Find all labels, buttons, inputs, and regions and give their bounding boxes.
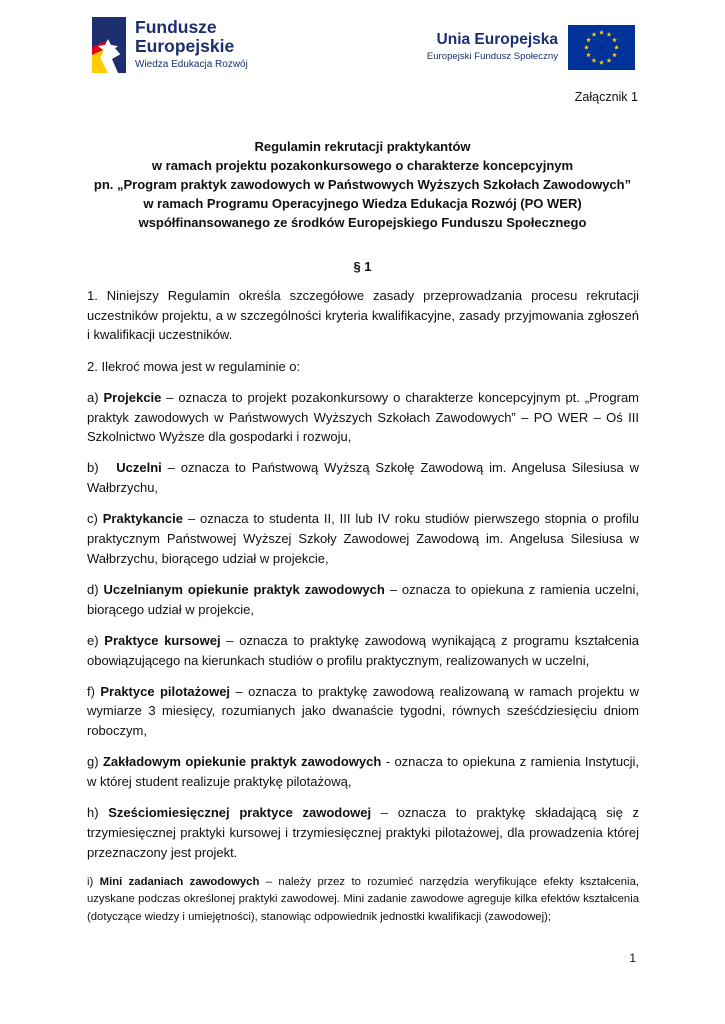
- fundusze-europejskie-logo: [92, 17, 267, 75]
- definition-text: – oznacza to praktykę składającą się z trzymiesięcznej praktyki kursowej i trzymiesięcznej praktyki pilotażowej, dla prowadzenia której przeznaczony jest projekt.: [87, 805, 640, 860]
- definition-prefix: e): [87, 632, 105, 648]
- attachment-label: Załącznik 1: [574, 90, 638, 104]
- definition-prefix: g): [87, 754, 103, 770]
- definition-term: Mini zadaniach zawodowych: [99, 875, 260, 888]
- definition-text: – należy przez to rozumieć narzędzia weryfikujące efekty kształcenia, uzyskane podczas określonej praktyki zawodowej. Mini zadanie zawodowe agreguje kilka efektów kształcenia (dotyczące wiedzy i umiejętności), stanowiąc odpowiednik jednostki kwalifikacji (zawodowej);: [87, 875, 639, 923]
- title-line: w ramach projektu pozakonkursowego o charakterze koncepcyjnym: [151, 158, 574, 173]
- title-line: pn. „Program praktyk zawodowych w Państwowych Wyższych Szkołach Zawodowych”: [93, 177, 632, 192]
- definition-text: – oznacza to Państwową Wyższą Szkołę Zawodową im. Angelusa Silesiusa w Wałbrzychu,: [87, 460, 639, 496]
- definition-text: – oznacza to praktykę zawodową realizowaną w ramach projektu w wymiarze 3 miesięcy, rozumianych jako dwanaście tygodni, równych sześćdziesięciu dniom roboczym,: [87, 683, 639, 739]
- regulation-body: [87, 286, 639, 938]
- definition-prefix: h): [87, 805, 109, 821]
- paragraph-1: 1. Niniejszy Regulamin określa szczegółowe zasady przeprowadzania procesu rekrutacji uczestników projektu, a w szczególności kryteria kwalifikacyjne, zasady przyjmowania zgłoszeń i kwalifikacji uczestników.: [87, 288, 639, 343]
- fundusze-europejskie-star-icon: [92, 17, 126, 73]
- definition-prefix: i): [87, 875, 100, 888]
- paragraph-2: 2. Ilekroć mowa jest w regulaminie o:: [87, 358, 301, 374]
- definition-a: [87, 388, 639, 447]
- definition-d: [87, 580, 639, 619]
- document-title: [60, 137, 665, 232]
- definition-f: [87, 682, 639, 741]
- title-line: w ramach Programu Operacyjnego Wiedza Edukacja Rozwój (PO WER): [143, 196, 582, 211]
- fe-logo-line3: Wiedza Edukacja Rozwój: [135, 59, 248, 70]
- ue-logo-line1: Unia Europejska: [436, 31, 558, 48]
- definition-b: [87, 458, 639, 497]
- definition-term: Uczelnianym opiekunie praktyk zawodowych: [103, 581, 385, 597]
- fe-logo-line2: Europejskie: [135, 36, 235, 56]
- definition-term: Praktyce kursowej: [104, 632, 221, 648]
- definition-prefix: b): [87, 460, 117, 476]
- fe-logo-line1: Fundusze: [135, 17, 217, 37]
- definition-term: Zakładowym opiekunie praktyk zawodowych: [102, 754, 382, 770]
- definition-text: – oznacza to opiekuna z ramienia uczelni, biorącego udział w projekcie,: [87, 581, 639, 617]
- definition-term: Sześciomiesięcznej praktyce zawodowej: [108, 805, 372, 821]
- definition-text: – oznacza to projekt pozakonkursowy o charakterze koncepcyjnym pt. „Program praktyk zawodowych w Państwowych Wyższych Szkołach Zawodowych” – PO WER – Oś III Szkolnictwo Wyższe dla gospodarki i rozwoju,: [87, 389, 639, 445]
- definition-c: [87, 509, 639, 568]
- definition-term: Projekcie: [103, 389, 162, 405]
- definition-prefix: a): [87, 389, 104, 405]
- definition-text: – oznacza to studenta II, III lub IV roku studiów pierwszego stopnia o profilu praktycznym Państwowej Wyższej Szkoły Zawodowej Zawodową im. Angelusa Silesiusa w Wałbrzychu, biorącego udział w projekcie,: [87, 511, 639, 566]
- definition-term: Praktykancie: [102, 511, 183, 527]
- eu-flag-icon: [568, 25, 635, 70]
- definition-text: - oznacza to opiekuna z ramienia Instytucji, w której student realizuje praktykę pilotażową,: [87, 754, 640, 790]
- page-number: 1: [629, 951, 636, 965]
- definition-term: Uczelni: [116, 460, 162, 476]
- section-sign: § 1: [353, 259, 372, 274]
- definition-i: [87, 874, 639, 927]
- title-line: współfinansowanego ze środków Europejskiego Funduszu Społecznego: [138, 215, 587, 230]
- definition-h: [87, 803, 639, 862]
- definition-g: [87, 752, 639, 791]
- definition-term: Praktyce pilotażowej: [100, 683, 231, 699]
- unia-europejska-logo: [418, 23, 635, 73]
- definition-prefix: f): [87, 683, 101, 699]
- definition-text: – oznacza to praktykę zawodową wynikającą z programu kształcenia obowiązującego na kierunkach studiów o profilu praktycznym, realizowanych w uczelni,: [87, 632, 640, 668]
- definition-e: [87, 631, 639, 670]
- ue-logo-line2: Europejski Fundusz Społeczny: [426, 51, 558, 62]
- definition-prefix: c): [87, 511, 103, 527]
- title-line: Regulamin rekrutacji praktykantów: [254, 139, 471, 154]
- definition-prefix: d): [87, 581, 104, 597]
